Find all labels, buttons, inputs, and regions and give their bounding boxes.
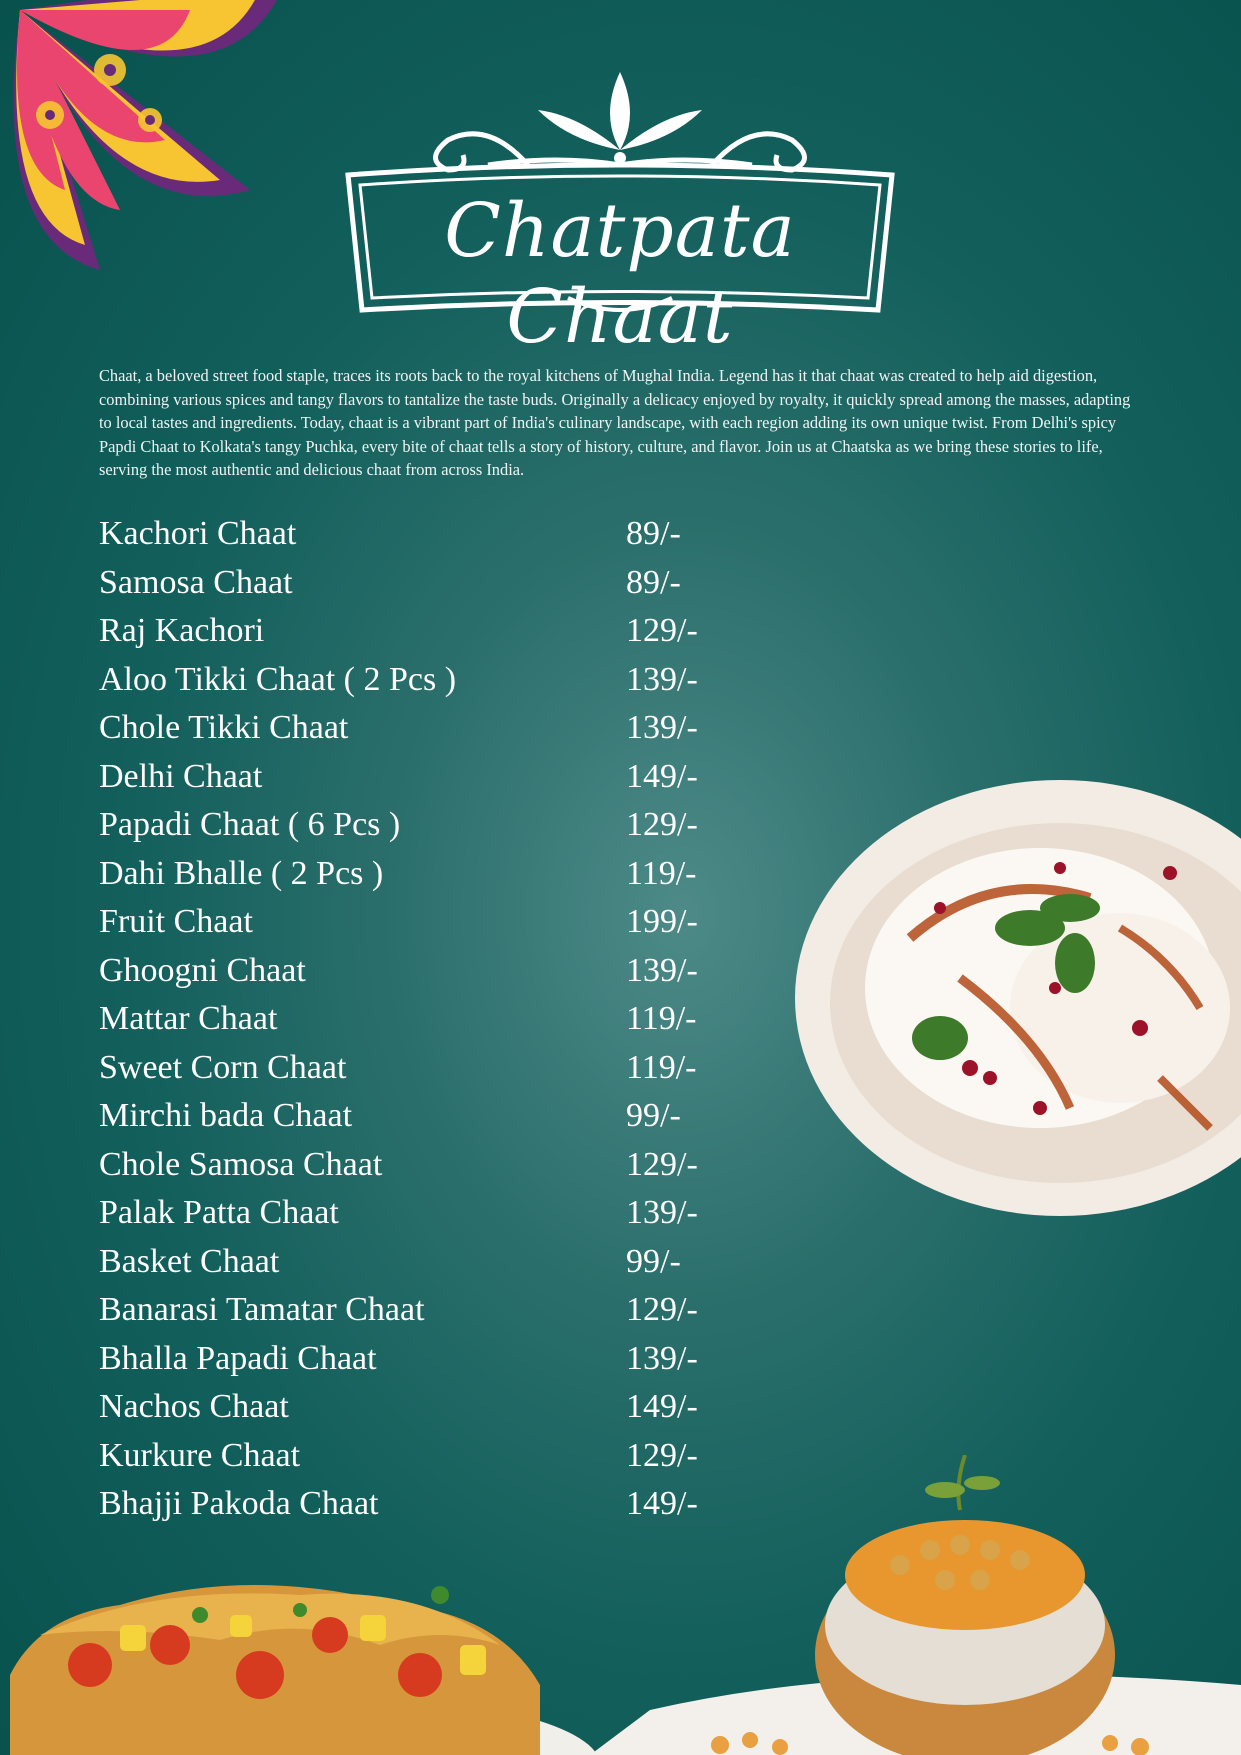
menu-item — [99, 607, 739, 656]
item-name: Kachori Chaat — [99, 515, 297, 553]
menu-item — [99, 1092, 739, 1141]
item-name: Chole Samosa Chaat — [99, 1145, 383, 1183]
menu-item — [99, 1189, 739, 1238]
item-name: Samosa Chaat — [99, 563, 293, 601]
item-price: 129/- — [626, 1291, 698, 1329]
item-price: 89/- — [626, 515, 681, 553]
item-name: Bhalla Papadi Chaat — [99, 1339, 377, 1377]
item-price: 119/- — [626, 854, 697, 892]
item-name: Papadi Chaat ( 6 Pcs ) — [99, 806, 401, 844]
menu-title: Chatpata Chaat — [444, 188, 796, 360]
menu-item — [99, 1238, 739, 1287]
menu-item — [99, 1286, 739, 1335]
menu-item — [99, 850, 739, 899]
menu-item — [99, 898, 739, 947]
item-name: Kurkure Chaat — [99, 1436, 301, 1474]
menu-item — [99, 1383, 739, 1432]
mandala-decoration — [0, 0, 290, 285]
item-name: Aloo Tikki Chaat ( 2 Pcs ) — [99, 660, 457, 698]
item-name: Bhajji Pakoda Chaat — [99, 1485, 379, 1523]
item-name: Nachos Chaat — [99, 1388, 289, 1426]
item-price: 149/- — [626, 1388, 698, 1426]
item-price: 119/- — [626, 1048, 697, 1086]
item-price: 129/- — [626, 612, 698, 650]
intro-paragraph: Chaat, a beloved street food staple, traces its roots back to the royal kitchens of Mughal India. Legend has it that chaat was created to help aid digestion, combining various spices and tangy flavors to tantalize the taste buds. Originally a delicacy enjoyed by royalty, it quickly spread among the masses, adapting to local tastes and ingredients. Today, chaat is a vibrant part of India's culinary landscape, with each region adding its own unique twist. From Delhi's spicy Papdi Chaat to Kolkata's tangy Puchka, every bite of chaat tells a story of history, culture, and flavor. Join us at Chaatska as we bring these stories to life, serving the most authentic and delicious chaat from across India. — [99, 366, 1131, 480]
item-price: 139/- — [626, 951, 698, 989]
item-name: Banarasi Tamatar Chaat — [99, 1291, 425, 1329]
raj-kachori-photo — [590, 1455, 1241, 1755]
menu-item — [99, 1044, 739, 1093]
item-name: Delhi Chaat — [99, 757, 263, 795]
item-name: Fruit Chaat — [99, 903, 253, 941]
item-price: 139/- — [626, 1339, 698, 1377]
item-price: 149/- — [626, 757, 698, 795]
item-name: Chole Tikki Chaat — [99, 709, 349, 747]
item-name: Dahi Bhalle ( 2 Pcs ) — [99, 854, 384, 892]
item-name: Ghoogni Chaat — [99, 951, 306, 989]
item-name: Palak Patta Chaat — [99, 1194, 339, 1232]
item-price: 139/- — [626, 1194, 698, 1232]
menu-item — [99, 801, 739, 850]
item-price: 139/- — [626, 660, 698, 698]
menu-item — [99, 1141, 739, 1190]
menu-item — [99, 510, 739, 559]
item-name: Sweet Corn Chaat — [99, 1048, 347, 1086]
item-price: 129/- — [626, 1436, 698, 1474]
item-price: 129/- — [626, 1145, 698, 1183]
tart-chaat-photo — [0, 1555, 600, 1755]
menu-item — [99, 947, 739, 996]
menu-item — [99, 656, 739, 705]
item-name: Mirchi bada Chaat — [99, 1097, 353, 1135]
item-price: 119/- — [626, 1000, 697, 1038]
item-price: 129/- — [626, 806, 698, 844]
item-name: Mattar Chaat — [99, 1000, 278, 1038]
menu-item — [99, 559, 739, 608]
item-price: 89/- — [626, 563, 681, 601]
dahi-bhalle-bowl — [790, 778, 1241, 1218]
item-price: 99/- — [626, 1097, 681, 1135]
menu-item — [99, 704, 739, 753]
item-price: 149/- — [626, 1485, 698, 1523]
menu-item — [99, 995, 739, 1044]
item-name: Raj Kachori — [99, 612, 265, 650]
menu-item — [99, 1335, 739, 1384]
item-name: Basket Chaat — [99, 1242, 280, 1280]
menu-item — [99, 753, 739, 802]
menu-list — [99, 510, 739, 1529]
item-price: 199/- — [626, 903, 698, 941]
item-price: 139/- — [626, 709, 698, 747]
item-price: 99/- — [626, 1242, 681, 1280]
